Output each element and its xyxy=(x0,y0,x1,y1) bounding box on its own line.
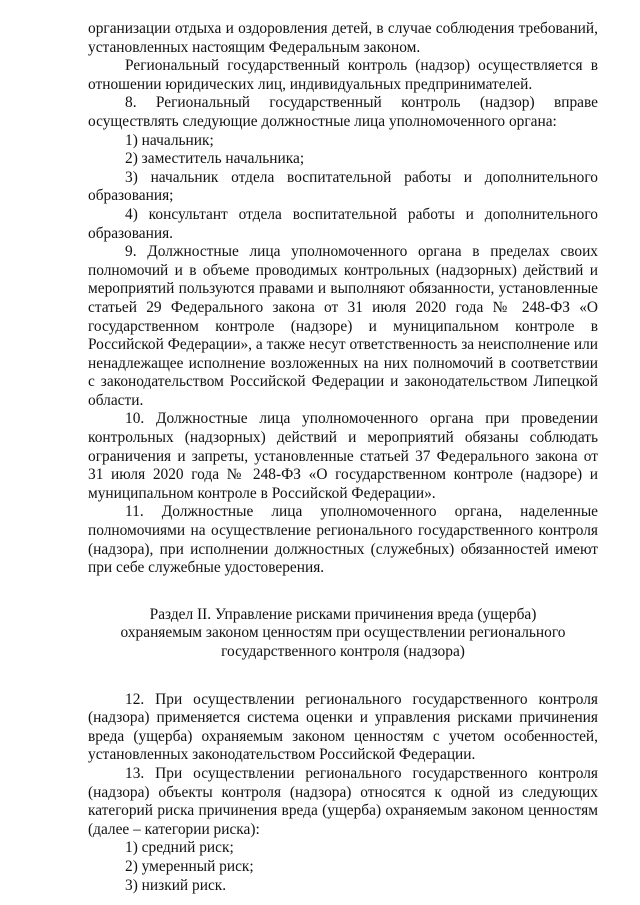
list-item-official-4: 4) консультант отдела воспитательной работы и дополнительного образования. xyxy=(88,205,598,242)
section-heading-line-3: государственного контроля (надзора) xyxy=(221,643,465,660)
paragraph-10: 10. Должностные лица уполномоченного органа при проведении контрольных (надзорных) действий и мероприятий обязаны соблюдать ограничения и запреты, установленные статьей 37 Федерального закона от 31 июля 2020 года № 248-ФЗ «О государственном контроле (надзоре) и муниципальном контроле в Российской Федерации». xyxy=(88,410,598,502)
paragraph-12: 12. При осуществлении регионального государственного контроля (надзора) применяется система оценки и управления рисками причинения вреда (ущерба) охраняемым законом ценностям с учетом особенностей, установленных законодательством Российской Федерации. xyxy=(88,690,598,764)
section-heading-line-2: охраняемым законом ценностям при осуществлении регионального xyxy=(120,624,566,642)
list-item-risk-1: 1) средний риск; xyxy=(125,839,234,857)
list-item-official-2: 2) заместитель начальника; xyxy=(125,150,305,168)
list-item-official-1: 1) начальник; xyxy=(125,131,214,149)
section-heading-line-1: Раздел II. Управление рисками причинения вреда (ущерба) xyxy=(149,605,537,623)
list-item-risk-2: 2) умеренный риск; xyxy=(125,857,254,875)
paragraph-7-continued: Региональный государственный контроль (надзор) осуществляется в отношении юридических лиц, индивидуальных предпринимателей. xyxy=(88,57,598,93)
paragraph-11: 11. Должностные лица уполномоченного органа, наделенные полномочиями на осуществление регионального государственного контроля (надзора), при исполнении должностных (служебных) обязанностей имеют при себе служебные удостоверения. xyxy=(88,503,598,577)
paragraph-continuation: организации отдыха и оздоровления детей, в случае соблюдения требований, установленных настоящим Федеральным законом. xyxy=(88,20,598,56)
paragraph-13: 13. При осуществлении регионального государственного контроля (надзора) объекты контроля (надзора) относятся к одной из следующих категорий риска причинения вреда (ущерба) охраняемым законом ценностям (далее – категории риска): xyxy=(88,764,598,838)
section-heading xyxy=(88,606,598,662)
document-page xyxy=(88,20,598,895)
paragraph-9: 9. Должностные лица уполномоченного органа в пределах своих полномочий и в объеме проводимых контрольных (надзорных) действий и мероприятий пользуются правами и выполняют обязанности, установленные статьей 29 Федерального закона от 31 июля 2020 года № 248-ФЗ «О государственном контроле (надзоре) и муниципальном контроле в Российской Федерации», а также несут ответственность за неисполнение или ненадлежащее исполнение возложенных на них полномочий в соответствии с законодательством Российской Федерации и законодательством Липецкой области. xyxy=(88,243,598,409)
list-item-official-3: 3) начальник отдела воспитательной работы и дополнительного образования; xyxy=(88,168,598,205)
list-item-risk-3: 3) низкий риск. xyxy=(125,876,227,894)
paragraph-8: 8. Региональный государственный контроль (надзор) вправе осуществлять следующие должностные лица уполномоченного органа: xyxy=(88,94,598,130)
